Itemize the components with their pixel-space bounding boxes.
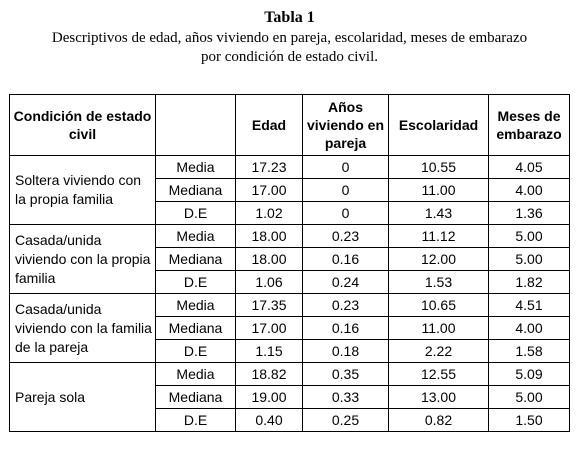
- stat-cell: Media: [156, 294, 236, 317]
- meses-cell: 4.05: [489, 156, 570, 179]
- stat-cell: Mediana: [156, 248, 236, 271]
- edad-cell: 18.82: [236, 363, 303, 386]
- escolaridad-cell: 13.00: [389, 386, 489, 409]
- stat-cell: D.E: [156, 340, 236, 363]
- edad-cell: 0.40: [236, 409, 303, 432]
- stats-table: [9, 94, 570, 432]
- stat-cell: Media: [156, 225, 236, 248]
- escolaridad-cell: 11.00: [389, 317, 489, 340]
- escolaridad-cell: 11.00: [389, 179, 489, 202]
- edad-cell: 18.00: [236, 225, 303, 248]
- meses-cell: 1.82: [489, 271, 570, 294]
- escolaridad-cell: 1.53: [389, 271, 489, 294]
- stat-cell: Mediana: [156, 386, 236, 409]
- header-meses-embarazo: Meses de embarazo: [489, 95, 570, 156]
- anios-cell: 0.33: [303, 386, 389, 409]
- meses-cell: 5.00: [489, 248, 570, 271]
- anios-cell: 0.18: [303, 340, 389, 363]
- anios-cell: 0.25: [303, 409, 389, 432]
- stat-cell: D.E: [156, 409, 236, 432]
- stat-cell: D.E: [156, 271, 236, 294]
- escolaridad-cell: 0.82: [389, 409, 489, 432]
- anios-cell: 0: [303, 202, 389, 225]
- escolaridad-cell: 11.12: [389, 225, 489, 248]
- table-row: [10, 363, 570, 386]
- stat-cell: Media: [156, 363, 236, 386]
- condition-cell: Casada/unida viviendo con la familia de la pareja: [10, 294, 156, 363]
- table-row: [10, 294, 570, 317]
- header-edad: Edad: [236, 95, 303, 156]
- edad-cell: 1.15: [236, 340, 303, 363]
- meses-cell: 4.00: [489, 317, 570, 340]
- anios-cell: 0.23: [303, 225, 389, 248]
- anios-cell: 0.16: [303, 317, 389, 340]
- edad-cell: 17.00: [236, 317, 303, 340]
- header-row: [10, 95, 570, 156]
- meses-cell: 4.00: [489, 179, 570, 202]
- anios-cell: 0.16: [303, 248, 389, 271]
- condition-cell: Soltera viviendo con la propia familia: [10, 156, 156, 225]
- escolaridad-cell: 12.00: [389, 248, 489, 271]
- edad-cell: 1.06: [236, 271, 303, 294]
- anios-cell: 0: [303, 156, 389, 179]
- meses-cell: 1.36: [489, 202, 570, 225]
- meses-cell: 4.51: [489, 294, 570, 317]
- escolaridad-cell: 1.43: [389, 202, 489, 225]
- condition-cell: Casada/unida viviendo con la propia familia: [10, 225, 156, 294]
- edad-cell: 17.35: [236, 294, 303, 317]
- meses-cell: 5.00: [489, 386, 570, 409]
- header-anios-pareja: Años viviendo en pareja: [303, 95, 389, 156]
- meses-cell: 5.09: [489, 363, 570, 386]
- escolaridad-cell: 10.55: [389, 156, 489, 179]
- anios-cell: 0.24: [303, 271, 389, 294]
- escolaridad-cell: 10.65: [389, 294, 489, 317]
- header-condition: Condición de estado civil: [10, 95, 156, 156]
- table-title: Tabla 1: [264, 9, 315, 26]
- stat-cell: Media: [156, 156, 236, 179]
- escolaridad-cell: 2.22: [389, 340, 489, 363]
- anios-cell: 0.35: [303, 363, 389, 386]
- edad-cell: 18.00: [236, 248, 303, 271]
- escolaridad-cell: 12.55: [389, 363, 489, 386]
- condition-cell: Pareja sola: [10, 363, 156, 432]
- stat-cell: D.E: [156, 202, 236, 225]
- meses-cell: 1.58: [489, 340, 570, 363]
- edad-cell: 1.02: [236, 202, 303, 225]
- table-row: [10, 156, 570, 179]
- header-escolaridad: Escolaridad: [389, 95, 489, 156]
- meses-cell: 5.00: [489, 225, 570, 248]
- anios-cell: 0: [303, 179, 389, 202]
- edad-cell: 17.00: [236, 179, 303, 202]
- meses-cell: 1.50: [489, 409, 570, 432]
- anios-cell: 0.23: [303, 294, 389, 317]
- stat-cell: Mediana: [156, 317, 236, 340]
- header-statistic: [156, 95, 236, 156]
- table-row: [10, 225, 570, 248]
- edad-cell: 19.00: [236, 386, 303, 409]
- stat-cell: Mediana: [156, 179, 236, 202]
- table-description: Descriptivos de edad, años viviendo en pareja, escolaridad, meses de embarazo por condición de estado civil.: [51, 30, 528, 65]
- edad-cell: 17.23: [236, 156, 303, 179]
